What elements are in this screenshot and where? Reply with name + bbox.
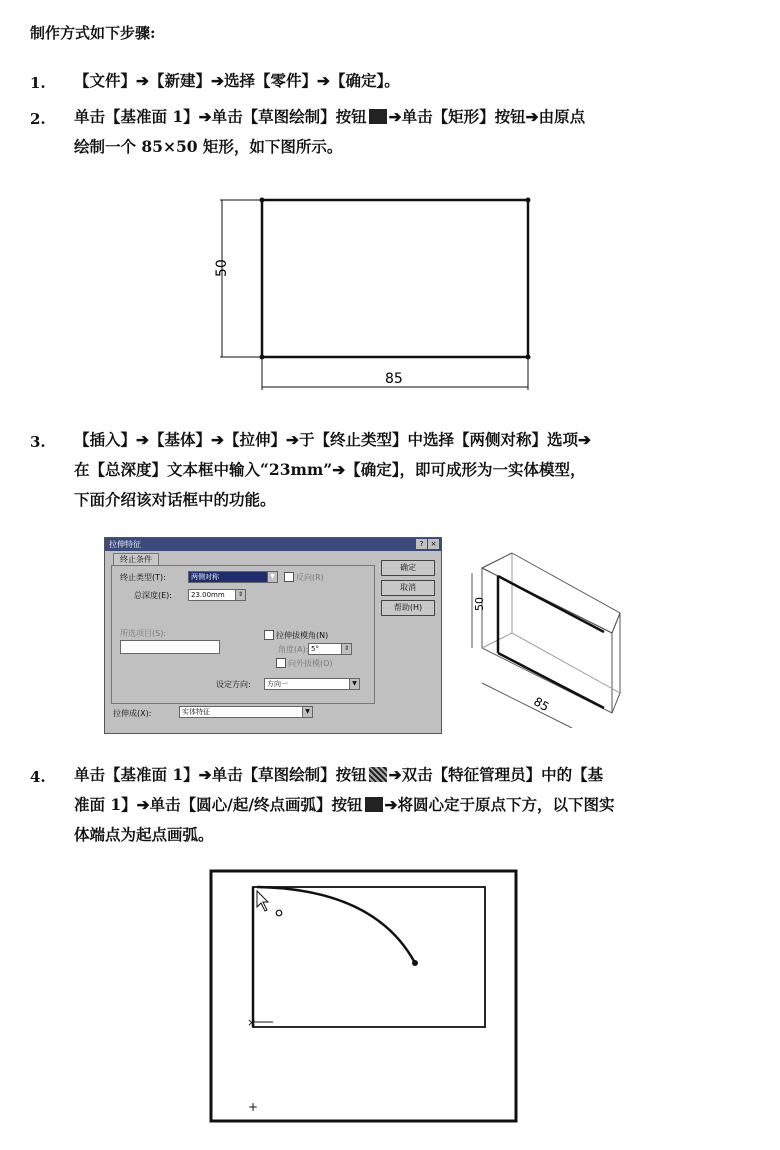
height-dimension-label: 50 bbox=[214, 259, 230, 277]
direction-select[interactable]: 方向一 ▼ bbox=[264, 678, 360, 690]
figure-arc-sketch bbox=[205, 865, 525, 1127]
cursor-pointer-icon bbox=[257, 891, 268, 911]
end-type-label: 终止类型(T): bbox=[120, 573, 166, 582]
arc-endpoint bbox=[412, 960, 418, 966]
step-4-text: 单击【基准面 1】➔单击【草图绘制】按钮 ➔双击【特征管理员】中的【基 准面 1】➔单击【圆心/起/终点画弧】按钮 ➔将圆心定于原点下方，以下图实 体端点为起点画弧。 bbox=[74, 765, 615, 844]
extrude-select[interactable]: 实体特征 ▼ bbox=[179, 706, 313, 718]
dialog-panel bbox=[111, 565, 375, 704]
selected-items-field[interactable] bbox=[120, 640, 220, 654]
figure-extruded-block bbox=[462, 548, 632, 728]
arc-button-icon bbox=[365, 797, 383, 812]
step-1-number: 1. bbox=[30, 74, 46, 92]
help-button[interactable]: 帮助(H) bbox=[381, 600, 435, 616]
draft-label: 拉伸拔模角(N) bbox=[276, 631, 329, 640]
end-type-select[interactable]: 两侧对称 ▼ bbox=[188, 571, 278, 583]
figure-rectangle-sketch bbox=[200, 185, 540, 395]
extrude-label: 拉伸成(X): bbox=[113, 709, 152, 718]
step-2-text: 单击【基准面 1】➔单击【草图绘制】按钮 ➔单击【矩形】按钮➔由原点 绘制一个 85×50 矩形，如下图所示。 bbox=[74, 107, 586, 156]
width-dimension-label: 85 bbox=[385, 371, 403, 387]
close-icon[interactable]: × bbox=[428, 539, 439, 549]
depth-input[interactable]: 23.00mm ⇕ bbox=[188, 589, 246, 601]
step-1-text: 【文件】➔【新建】➔选择【零件】➔【确定】。 bbox=[74, 71, 400, 90]
draft-out-label: 向外拔模(O) bbox=[288, 659, 333, 668]
rectangle-outline bbox=[262, 200, 528, 357]
block-front-face bbox=[482, 568, 612, 713]
arc-path bbox=[257, 887, 415, 963]
selected-items-label: 所选项目(S): bbox=[120, 629, 167, 638]
step-2-number: 2. bbox=[30, 110, 46, 128]
chevron-down-icon: ▼ bbox=[267, 572, 277, 582]
angle-input[interactable]: 5° ⇕ bbox=[308, 643, 352, 655]
spinner-icon: ⇕ bbox=[235, 590, 245, 600]
block-height-label: 50 bbox=[473, 597, 486, 611]
reverse-label: 反向(R) bbox=[296, 573, 324, 582]
direction-label: 设定方向: bbox=[216, 680, 251, 689]
extrude-dialog bbox=[104, 537, 442, 734]
step-3-text: 【插入】➔【基体】➔【拉伸】➔于【终止类型】中选择【两侧对称】选项➔ 在【总深度】文本框中输入“23mm”➔【确定】，即可成形为一实体模型， 下面介绍该对话框中的功能。 bbox=[74, 430, 591, 509]
sketch-frame bbox=[211, 871, 516, 1121]
plus-marker-icon: + bbox=[248, 1100, 259, 1114]
ok-button[interactable]: 确定 bbox=[381, 560, 435, 576]
arc-center-marker bbox=[276, 910, 282, 916]
draft-out-checkbox[interactable] bbox=[276, 658, 286, 668]
reverse-checkbox[interactable] bbox=[284, 572, 294, 582]
dialog-title: 拉伸特征 bbox=[109, 540, 141, 549]
help-icon[interactable]: ? bbox=[416, 539, 427, 549]
step-4-number: 4. bbox=[30, 768, 46, 786]
intro-text: 制作方式如下步骤: bbox=[30, 24, 156, 42]
depth-label: 总深度(E): bbox=[134, 591, 172, 600]
block-outline bbox=[253, 887, 485, 1027]
sketch-button-icon bbox=[369, 109, 387, 124]
origin-marker-icon: × bbox=[247, 1016, 257, 1029]
chevron-down-icon: ▼ bbox=[302, 707, 312, 717]
dialog-title-bar bbox=[105, 538, 441, 551]
angle-label: 角度(A): bbox=[278, 645, 309, 654]
block-width-label: 85 bbox=[531, 694, 552, 715]
draft-checkbox[interactable] bbox=[264, 630, 274, 640]
sketch-button-icon bbox=[369, 767, 387, 782]
cancel-button[interactable]: 取消 bbox=[381, 580, 435, 596]
tab-end-condition[interactable]: 终止条件 bbox=[113, 553, 159, 566]
step-3-number: 3. bbox=[30, 433, 46, 451]
chevron-down-icon: ▼ bbox=[349, 679, 359, 689]
block-edge bbox=[498, 576, 604, 632]
